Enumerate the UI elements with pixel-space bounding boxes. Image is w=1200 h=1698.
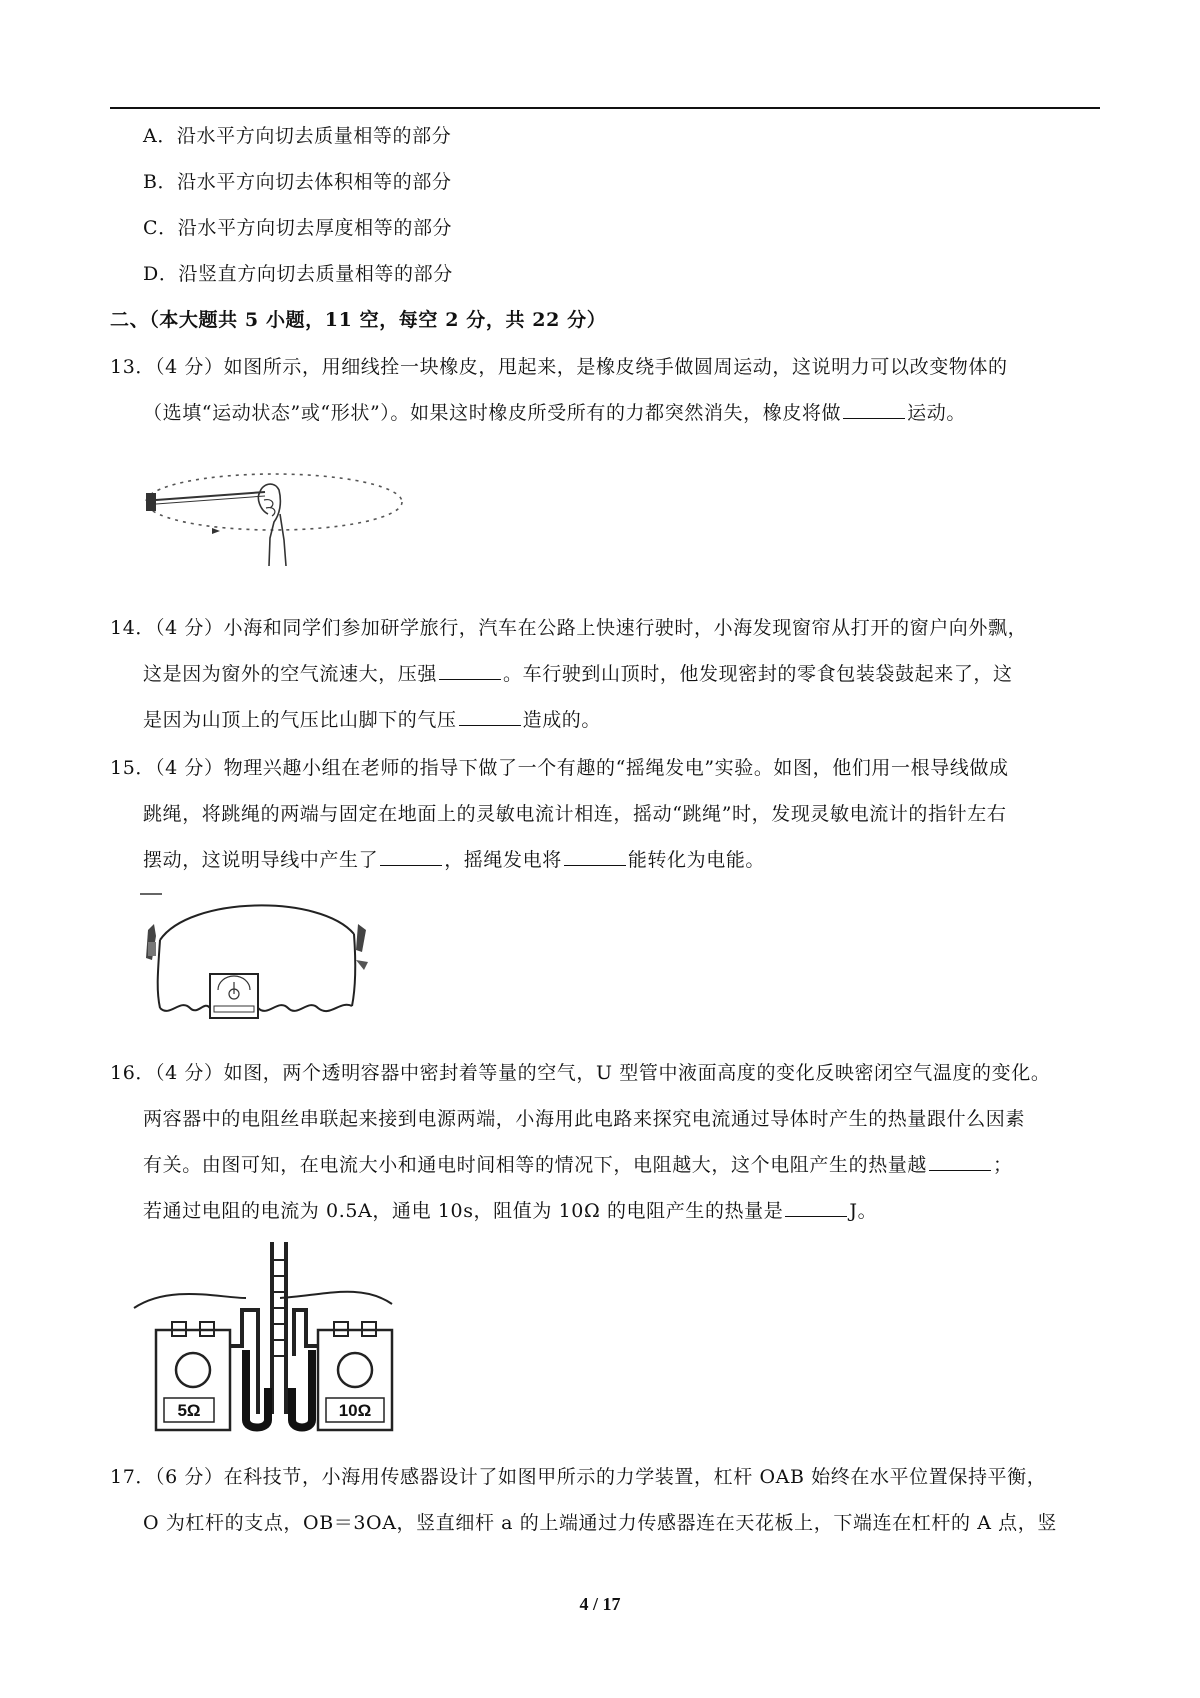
- q13-eraser-figure: [142, 448, 418, 586]
- q17-line1: 17．（6 分）在科技节，小海用传感器设计了如图甲所示的力学装置，杠杆 OAB 始终在水平位置保持平衡，: [110, 1466, 1047, 1488]
- q15-text-c: 能转化为电能。: [627, 849, 766, 871]
- q16-text-c: 若通过电阻的电流为 0.5A，通电 10s，阻值为 10Ω 的电阻产生的热量是: [143, 1200, 784, 1222]
- q16-line2: 两容器中的电阻丝串联起来接到电源两端，小海用此电路来探究电流通过导体时产生的热量跟什么因素: [143, 1108, 1026, 1130]
- q15-line1: 15．（4 分）物理兴趣小组在老师的指导下做了一个有趣的“摇绳发电”实验。如图，他们用一根导线做成: [110, 757, 1009, 779]
- q14-line3: [143, 707, 601, 733]
- option-a: A．沿水平方向切去质量相等的部分: [143, 125, 452, 147]
- option-b: B．沿水平方向切去体积相等的部分: [143, 171, 452, 193]
- q14-text-d: 造成的。: [522, 709, 602, 731]
- q14-answer-blank-1: [439, 661, 501, 680]
- q16-line3: [143, 1152, 1013, 1178]
- q14-answer-blank-2: [459, 707, 521, 726]
- q13-line2: [143, 400, 966, 426]
- q16-resistor-left-label: 5Ω: [177, 1401, 201, 1420]
- q16-text-d: J。: [849, 1200, 878, 1222]
- q16-answer-blank-2: [785, 1198, 847, 1217]
- option-c: C．沿水平方向切去厚度相等的部分: [143, 217, 453, 239]
- q16-answer-blank-1: [929, 1152, 991, 1171]
- q17-line2: O 为杠杆的支点，OB＝3OA，竖直细杆 a 的上端通过力传感器连在天花板上，下端连在杠杆的 A 点，竖: [143, 1512, 1057, 1534]
- q13-text-a: （选填“运动状态”或“形状”）。如果这时橡皮所受所有的力都突然消失，橡皮将做: [143, 402, 842, 424]
- q15-text-b: ，摇绳发电将: [444, 849, 562, 871]
- q16-resistor-right-label: 10Ω: [338, 1401, 372, 1420]
- header-rule: [110, 107, 1100, 109]
- q15-rope-generator-figure: [140, 890, 376, 1026]
- q15-answer-blank-2: [564, 847, 626, 866]
- q16-text-a: 有关。由图可知，在电流大小和通电时间相等的情况下，电阻越大，这个电阻产生的热量越: [143, 1154, 928, 1176]
- q16-line4: [143, 1198, 877, 1224]
- q15-line2: 跳绳，将跳绳的两端与固定在地面上的灵敏电流计相连，摇动“跳绳”时，发现灵敏电流计的指针左右: [143, 803, 1007, 825]
- q15-answer-blank-1: [380, 847, 442, 866]
- q14-text-c: 是因为山顶上的气压比山脚下的气压: [143, 709, 457, 731]
- page-number: 4 / 17: [579, 1594, 621, 1614]
- q15-text-a: 摆动，这说明导线中产生了: [143, 849, 379, 871]
- q14-line2: [143, 661, 1013, 687]
- section-heading: 二、（本大题共 5 小题，11 空，每空 2 分，共 22 分）: [110, 309, 607, 331]
- q14-line1: 14．（4 分）小海和同学们参加研学旅行，汽车在公路上快速行驶时，小海发现窗帘从打开的窗户向外飘，: [110, 617, 1028, 639]
- q13-line1: 13．（4 分）如图所示，用细线拴一块橡皮，甩起来，是橡皮绕手做圆周运动，这说明力可以改变物体的: [110, 356, 1008, 378]
- q16-joule-heating-figure: [130, 1238, 396, 1436]
- q15-line3: [143, 847, 765, 873]
- q16-text-b: ；: [993, 1154, 1013, 1176]
- q13-answer-blank: [843, 400, 905, 419]
- q16-line1: 16．（4 分）如图，两个透明容器中密封着等量的空气，U 型管中液面高度的变化反映密闭空气温度的变化。: [110, 1062, 1051, 1084]
- q13-text-b: 运动。: [907, 402, 966, 424]
- q14-text-b: 。车行驶到山顶时，他发现密封的零食包装袋鼓起来了，这: [503, 663, 1013, 685]
- q14-text-a: 这是因为窗外的空气流速大，压强: [143, 663, 438, 685]
- option-d: D．沿竖直方向切去质量相等的部分: [143, 263, 453, 285]
